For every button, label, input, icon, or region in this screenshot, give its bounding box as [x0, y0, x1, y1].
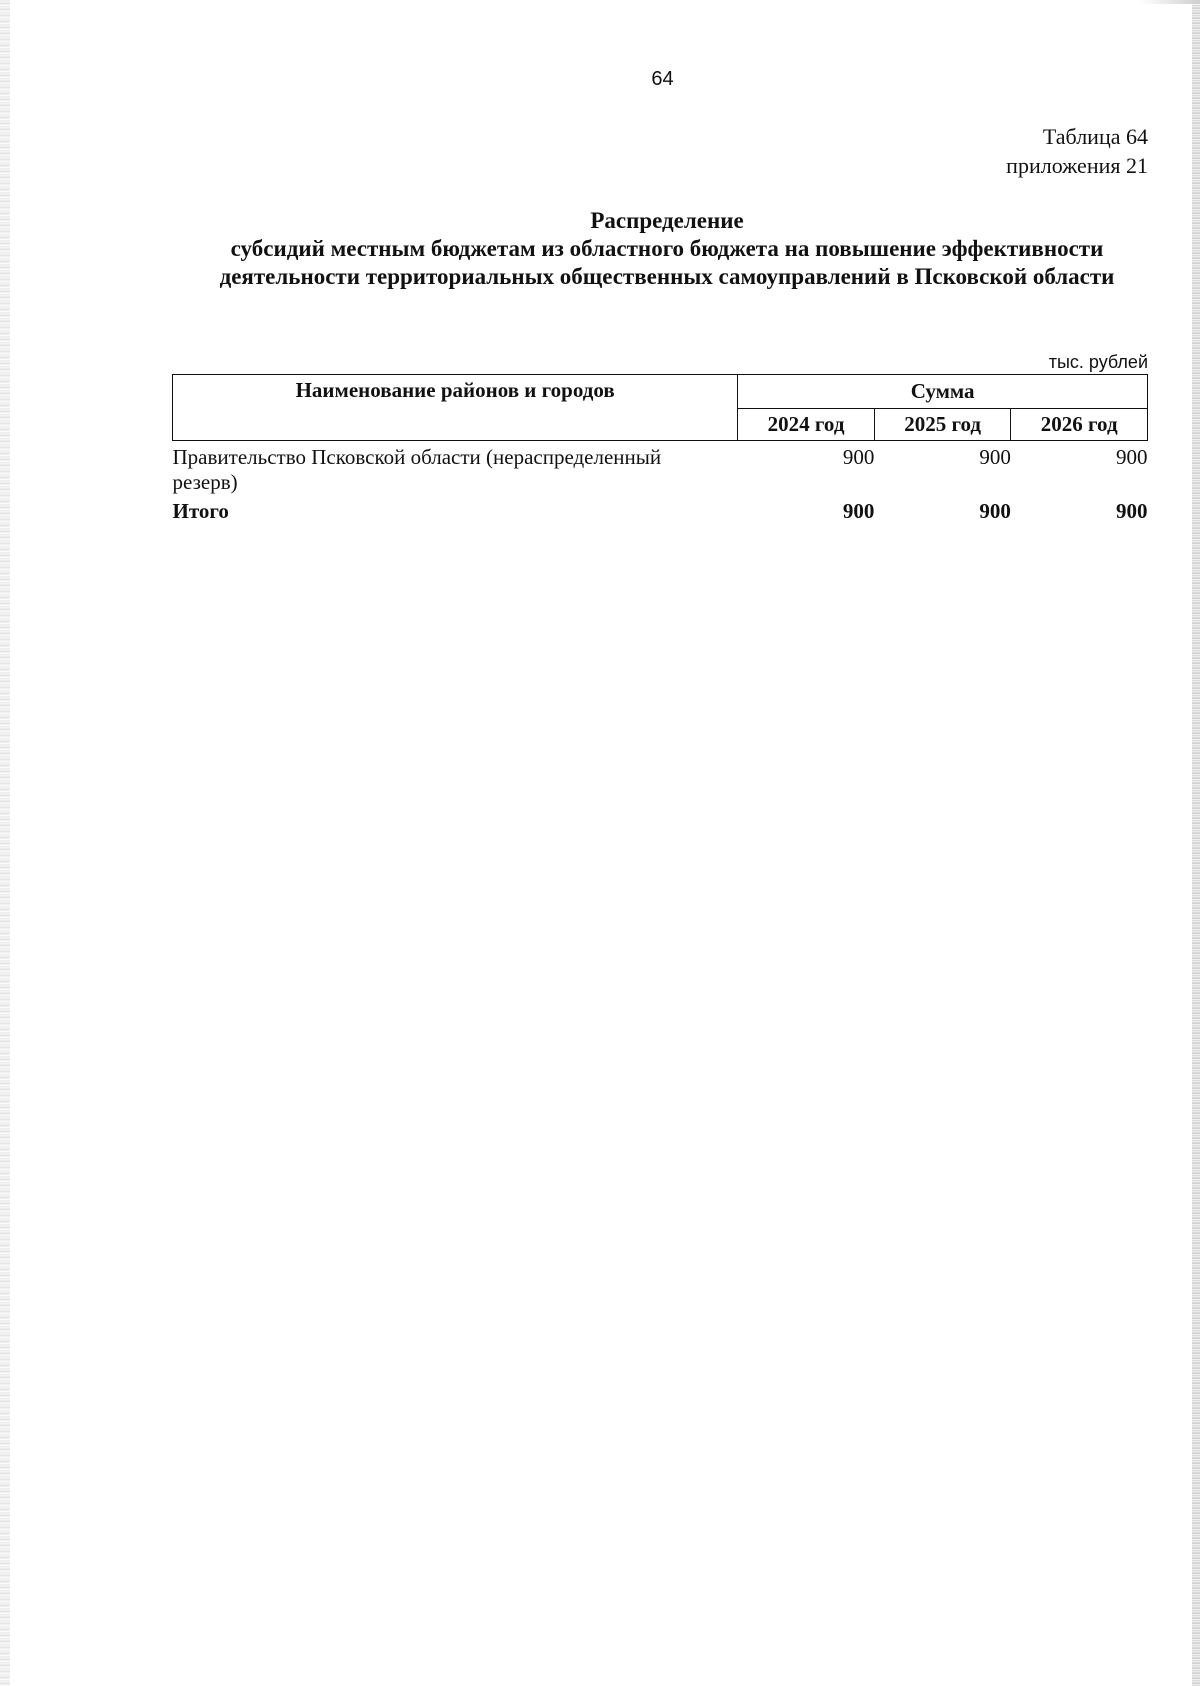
header-name: Наименование районов и городов	[173, 375, 738, 441]
scan-corner	[1140, 0, 1200, 4]
header-year-2026: 2026 год	[1011, 409, 1148, 441]
title-line2: субсидий местным бюджетам из областного бюджета на повышение эффективности	[230, 236, 1104, 261]
table-row	[173, 441, 1148, 496]
table-reference-line1: Таблица 64	[1042, 124, 1148, 149]
title-line1: Распределение	[590, 208, 744, 233]
document-title	[172, 207, 1162, 291]
table-reference-line2: приложения 21	[1006, 153, 1148, 178]
total-label: Итого	[172, 499, 229, 523]
header-year-2025: 2025 год	[874, 409, 1011, 441]
header-sum: Сумма	[738, 375, 1148, 409]
row-value-2024: 900	[842, 445, 875, 469]
total-value-2024: 900	[842, 499, 875, 523]
row-value-2026: 900	[1116, 445, 1148, 469]
total-value-2025: 900	[979, 499, 1011, 523]
table-header-row-1	[173, 375, 1148, 409]
table-total-row	[173, 495, 1148, 524]
scan-edge-right	[1192, 0, 1200, 1686]
row-value-2025: 900	[979, 445, 1011, 469]
unit-label: тыс. рублей	[1048, 352, 1148, 372]
total-value-2026: 900	[1116, 499, 1148, 523]
row-name: Правительство Псковской области (нераспределенный резерв)	[172, 445, 662, 494]
distribution-table	[172, 374, 1148, 524]
table-reference	[1006, 122, 1148, 180]
page-number: 64	[651, 68, 674, 90]
scan-edge-left	[0, 0, 10, 1686]
header-year-2024: 2024 год	[738, 409, 875, 441]
title-line3: деятельности территориальных общественных самоуправлений в Псковской области	[219, 264, 1115, 289]
